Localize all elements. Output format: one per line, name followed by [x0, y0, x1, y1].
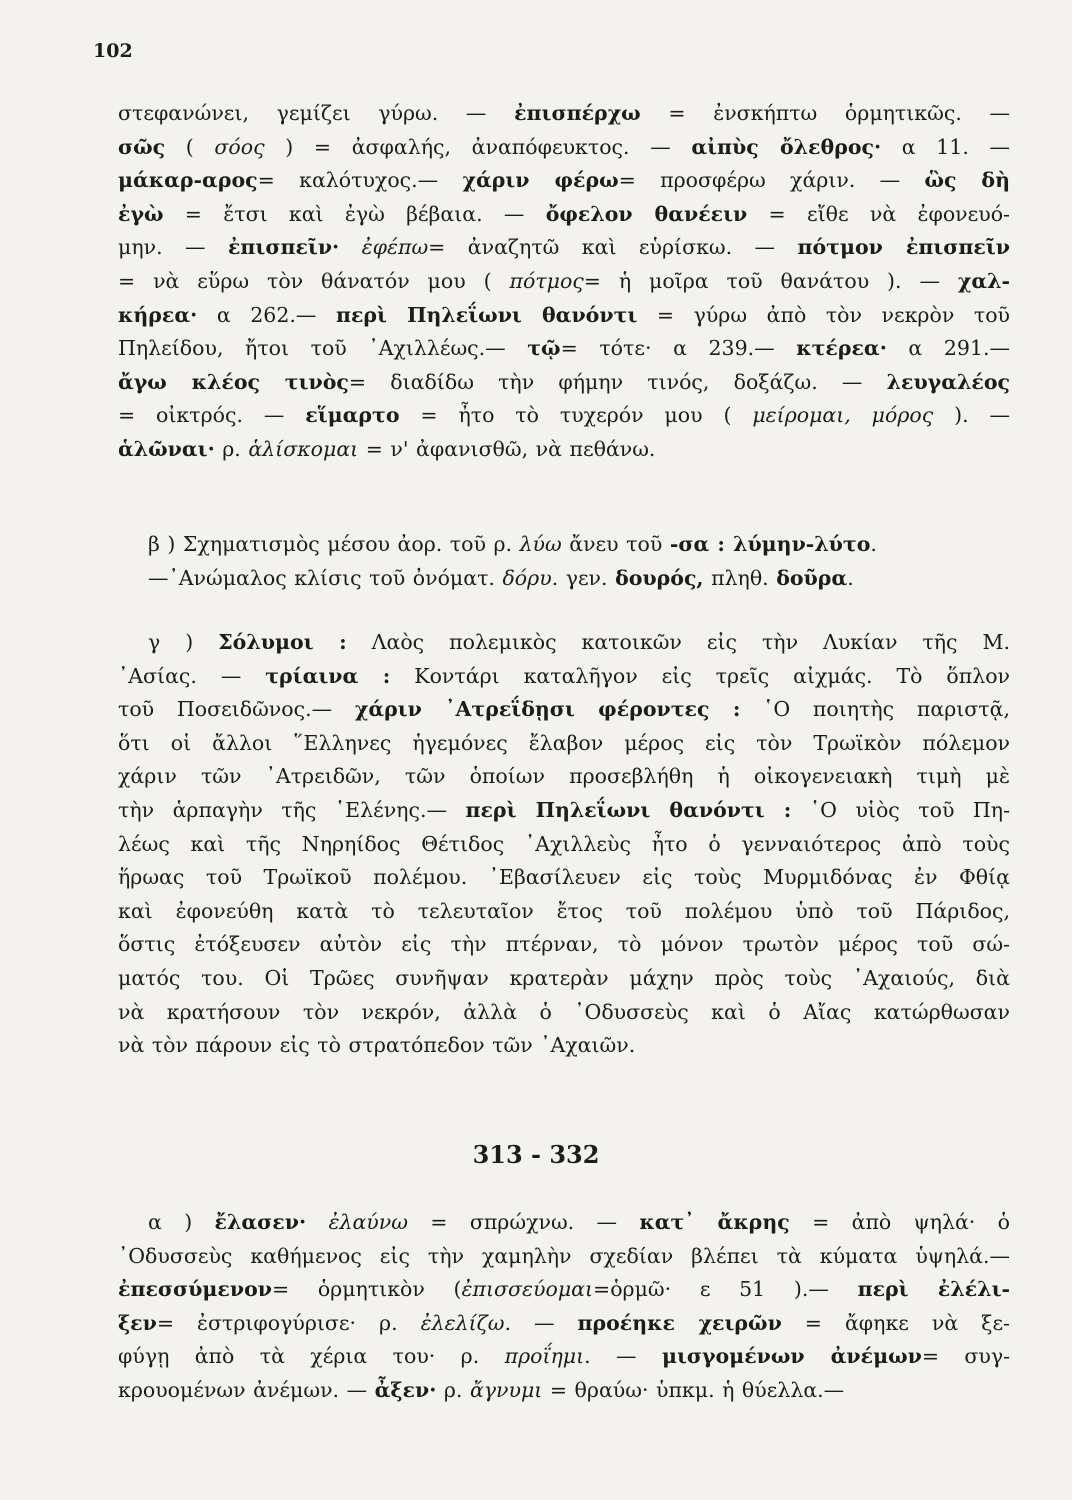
text-line: γ ) Σόλυμοι : Λαὸς πολεμικὸς κατοικῶν εἰς τὴν Λυκίαν τῆς Μ. [148, 630, 1010, 654]
text-line: —᾿Ανώμαλος κλίσις τοῦ ὀνόματ. δόρυ. γεν. δουρός, πληθ. δοῦρα. [148, 565, 854, 590]
text-line: τοῦ Ποσειδῶνος.— χάριν ᾿Ατρεΐδῃσι φέροντες : ῾Ο ποιητὴς παριστᾷ, [118, 697, 1010, 722]
text-line: ἁλῶναι· ρ. ἁλίσκομαι = ν' ἀφανισθῶ, νὰ πεθάνω. [118, 436, 656, 461]
text-line: ξεν= ἐστριφογύρισε· ρ. ἐλελίζω. — προέηκε χειρῶν = ἄφηκε νὰ ξε- [118, 1310, 1010, 1335]
text-line: σῶς ( σόος ) = ἀσφαλής, ἀναπόφευκτος. — αἰπὺς ὄλεθρος· α 11. — [118, 134, 1011, 159]
text-line: β ) Σχηματισμὸς μέσου ἀορ. τοῦ ρ. λύω ἄνευ τοῦ -σα : λύμην-λύτο. [148, 532, 877, 556]
commentary-block-3 [118, 626, 1010, 1063]
text-line: Πηλείδου, ἤτοι τοῦ ᾿Αχιλλέως.— τῷ= τότε· α 239.— κτέρεα· α 291.— [118, 336, 1010, 361]
text-line: ᾿Οδυσσεὺς καθήμενος εἰς τὴν χαμηλὴν σχεδίαν βλέπει τὰ κύματα ὑψηλά.— [118, 1243, 1010, 1268]
text-line: ὅστις ἐτόξευσεν αὐτὸν εἰς τὴν πτέρναν, τὸ μόνον τρωτὸν μέρος τοῦ σώ- [118, 932, 1010, 957]
text-line: ἐπεσσύμενον= ὁρμητικὸν (ἐπισσεύομαι=ὁρμῶ· ε 51 ).— περὶ ἐλέλι- [118, 1277, 1010, 1302]
text-line: ᾿Ασίας. — τρίαινα : Κοντάρι καταλῆγον εἰς τρεῖς αἰχμάς. Τὸ ὅπλον [118, 663, 1011, 688]
text-line: ἐγὼ = ἔτσι καὶ ἐγὼ βέβαια. — ὄφελον θανέειν = εἴθε νὰ ἐφονευό- [118, 201, 1010, 226]
text-line: = οἰκτρός. — εἵμαρτο = ἦτο τὸ τυχερόν μου ( μείρομαι, μόρος ). — [118, 403, 1011, 428]
text-line: κρουομένων ἀνέμων. — ἆξεν· ρ. ἄγνυμι = θραύω· ὑπκμ. ἡ θύελλα.— [118, 1377, 845, 1402]
text-line: νὰ τὸν πάρουν εἰς τὸ στρατόπεδον τῶν ᾿Αχαιῶν. [118, 1033, 636, 1058]
text-line: τὴν ἁρπαγὴν τῆς ῾Ελένης.— περὶ Πηλεΐωνι θανόντι : ῾Ο υἱὸς τοῦ Πη- [118, 797, 1010, 822]
text-line: λέως καὶ τῆς Νηρηίδος Θέτιδος ᾿Αχιλλεὺς ἦτο ὁ γενναιότερος ἀπὸ τοὺς [118, 831, 1010, 856]
commentary-block-4 [118, 1206, 1010, 1408]
text-line: κήρεα· α 262.— περὶ Πηλεΐωνι θανόντι = γύρω ἀπὸ τὸν νεκρὸν τοῦ [118, 302, 1010, 327]
section-heading: 313 - 332 [472, 1140, 600, 1169]
text-line: μην. — ἐπισπεῖν· ἐφέπω= ἀναζητῶ καὶ εὑρίσκω. — πότμον ἐπισπεῖν [118, 235, 1010, 260]
page-number: 102 [93, 40, 133, 62]
text-line: καὶ ἐφονεύθη κατὰ τὸ τελευταῖον ἔτος τοῦ πολέμου ὑπὸ τοῦ Πάριδος, [118, 898, 1010, 923]
text-line: ματός του. Οἱ Τρῶες συνῆψαν κρατερὰν μάχην πρὸς τοὺς ᾿Αχαιούς, διὰ [118, 965, 1010, 990]
text-line: μάκαρ-αρος= καλότυχος.— χάριν φέρω= προσφέρω χάριν. — ὣς δὴ [118, 168, 1011, 193]
text-line: χάριν τῶν ᾿Ατρειδῶν, τῶν ὁποίων προσεβλήθη ἡ οἰκογενειακὴ τιμὴ μὲ [118, 764, 1010, 789]
text-line: ἥρωας τοῦ Τρωϊκοῦ πολέμου. ᾿Εβασίλευεν εἰς τοὺς Μυρμιδόνας ἐν Φθίᾳ [118, 865, 1010, 890]
commentary-block-1 [118, 97, 1010, 467]
text-line: ἄγω κλέος τινὸς= διαδίδω τὴν φήμην τινός, δοξάζω. — λευγαλέος [118, 369, 1010, 394]
text-line: = νὰ εὕρω τὸν θάνατόν μου ( πότμος= ἡ μοῖρα τοῦ θανάτου ). — χαλ- [118, 268, 1011, 293]
text-line: φύγῃ ἀπὸ τὰ χέρια του· ρ. προΐημι. — μισγομένων ἀνέμων= συγ- [118, 1344, 1011, 1369]
text-line: ὅτι οἱ ἄλλοι ῞Ελληνες ἡγεμόνες ἔλαβον μέρος εἰς τὸν Τρωϊκὸν πόλεμον [118, 730, 1010, 755]
commentary-block-2 [118, 528, 1010, 595]
text-line: στεφανώνει, γεμίζει γύρω. — ἐπισπέρχω = ἐνσκήπτω ὁρμητικῶς. — [118, 101, 1010, 125]
text-line: νὰ κρατήσουν τὸν νεκρόν, ἀλλὰ ὁ ᾿Οδυσσεὺς καὶ ὁ Αἴας κατώρθωσαν [118, 999, 1010, 1024]
text-line: α ) ἔλασεν· ἐλαύνω = σπρώχνω. — κατ᾿ ἄκρης = ἀπὸ ψηλά· ὁ [148, 1210, 1011, 1234]
